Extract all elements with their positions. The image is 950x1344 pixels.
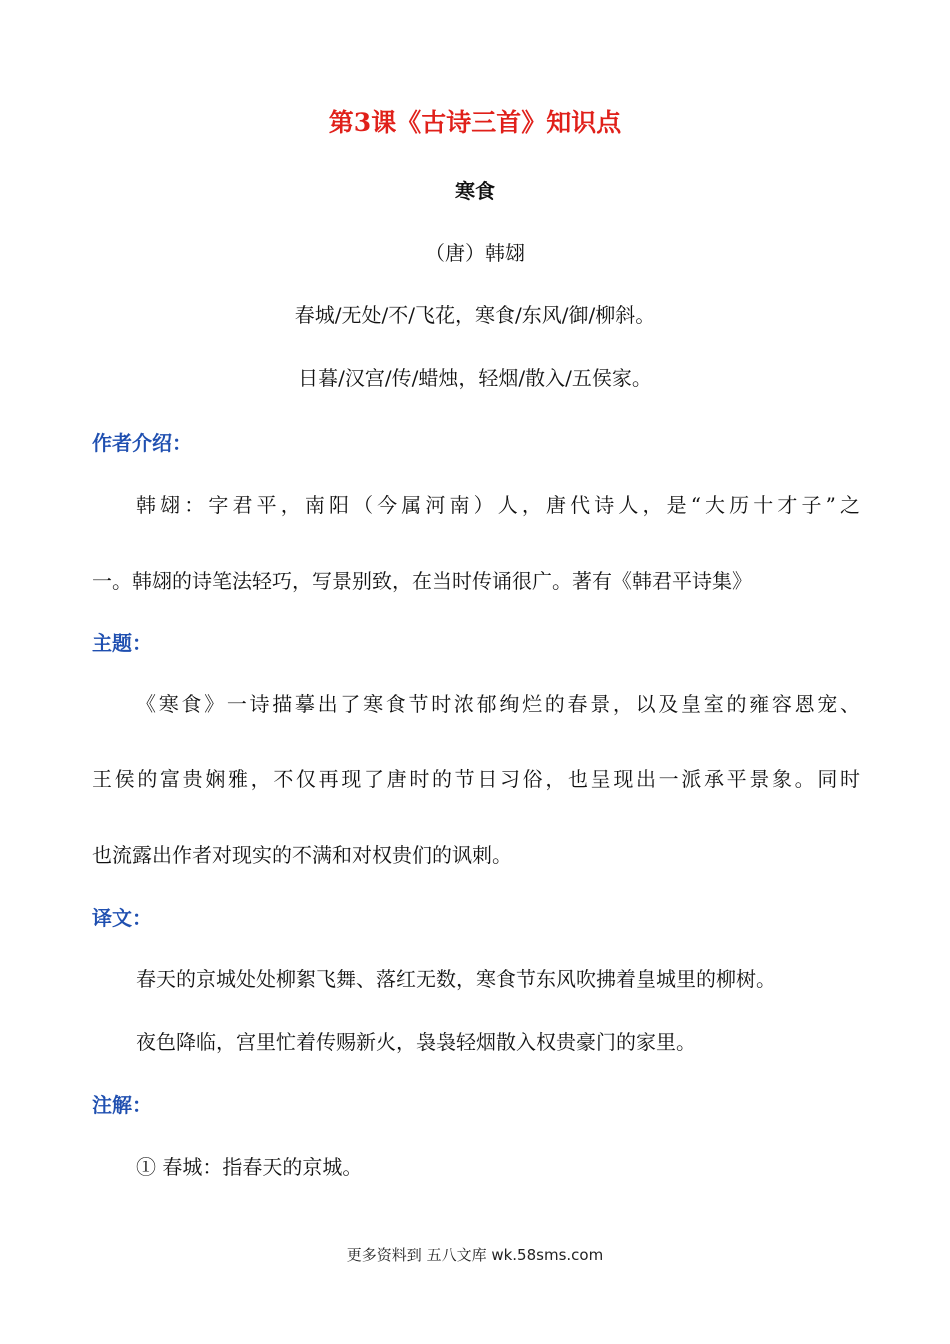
author-intro-line: 一。韩翃的诗笔法轻巧，写景别致，在当时传诵很广。著有《韩君平诗集》 [92, 569, 752, 593]
notes-heading: 注解： [92, 1093, 152, 1117]
theme-line: 王侯的富贵娴雅，不仅再现了唐时的节日习俗，也呈现出一派承平景象。同时 [92, 767, 860, 791]
theme-line: 《寒食》一诗描摹出了寒食节时浓郁绚烂的春景，以及皇室的雍容恩宠、 [136, 692, 860, 716]
poem-title: 寒食 [455, 179, 495, 203]
theme-heading: 主题： [92, 631, 152, 655]
poem-line: 春城/无处/不/飞花，寒食/东风/御/柳斜。 [294, 303, 656, 327]
footer-text: 更多资料到 五八文库 wk.58sms.com [346, 1246, 604, 1264]
translation-line: 春天的京城处处柳絮飞舞、落红无数，寒食节东风吹拂着皇城里的柳树。 [136, 967, 776, 991]
page-title: 第3课《古诗三首》知识点 [328, 108, 622, 137]
note-item: ① 春城：指春天的京城。 [136, 1155, 363, 1179]
theme-line: 也流露出作者对现实的不满和对权贵们的讽刺。 [92, 843, 512, 867]
author-intro-heading: 作者介绍： [92, 431, 192, 455]
translation-line: 夜色降临，宫里忙着传赐新火，袅袅轻烟散入权贵豪门的家里。 [136, 1030, 696, 1054]
author-intro-line: 韩翃：字君平，南阳（今属河南）人，唐代诗人，是“大历十才子”之 [136, 493, 860, 517]
poem-author: （唐）韩翃 [425, 241, 525, 265]
poem-line: 日暮/汉宫/传/蜡烛，轻烟/散入/五侯家。 [298, 366, 652, 390]
translation-heading: 译文： [92, 906, 152, 930]
